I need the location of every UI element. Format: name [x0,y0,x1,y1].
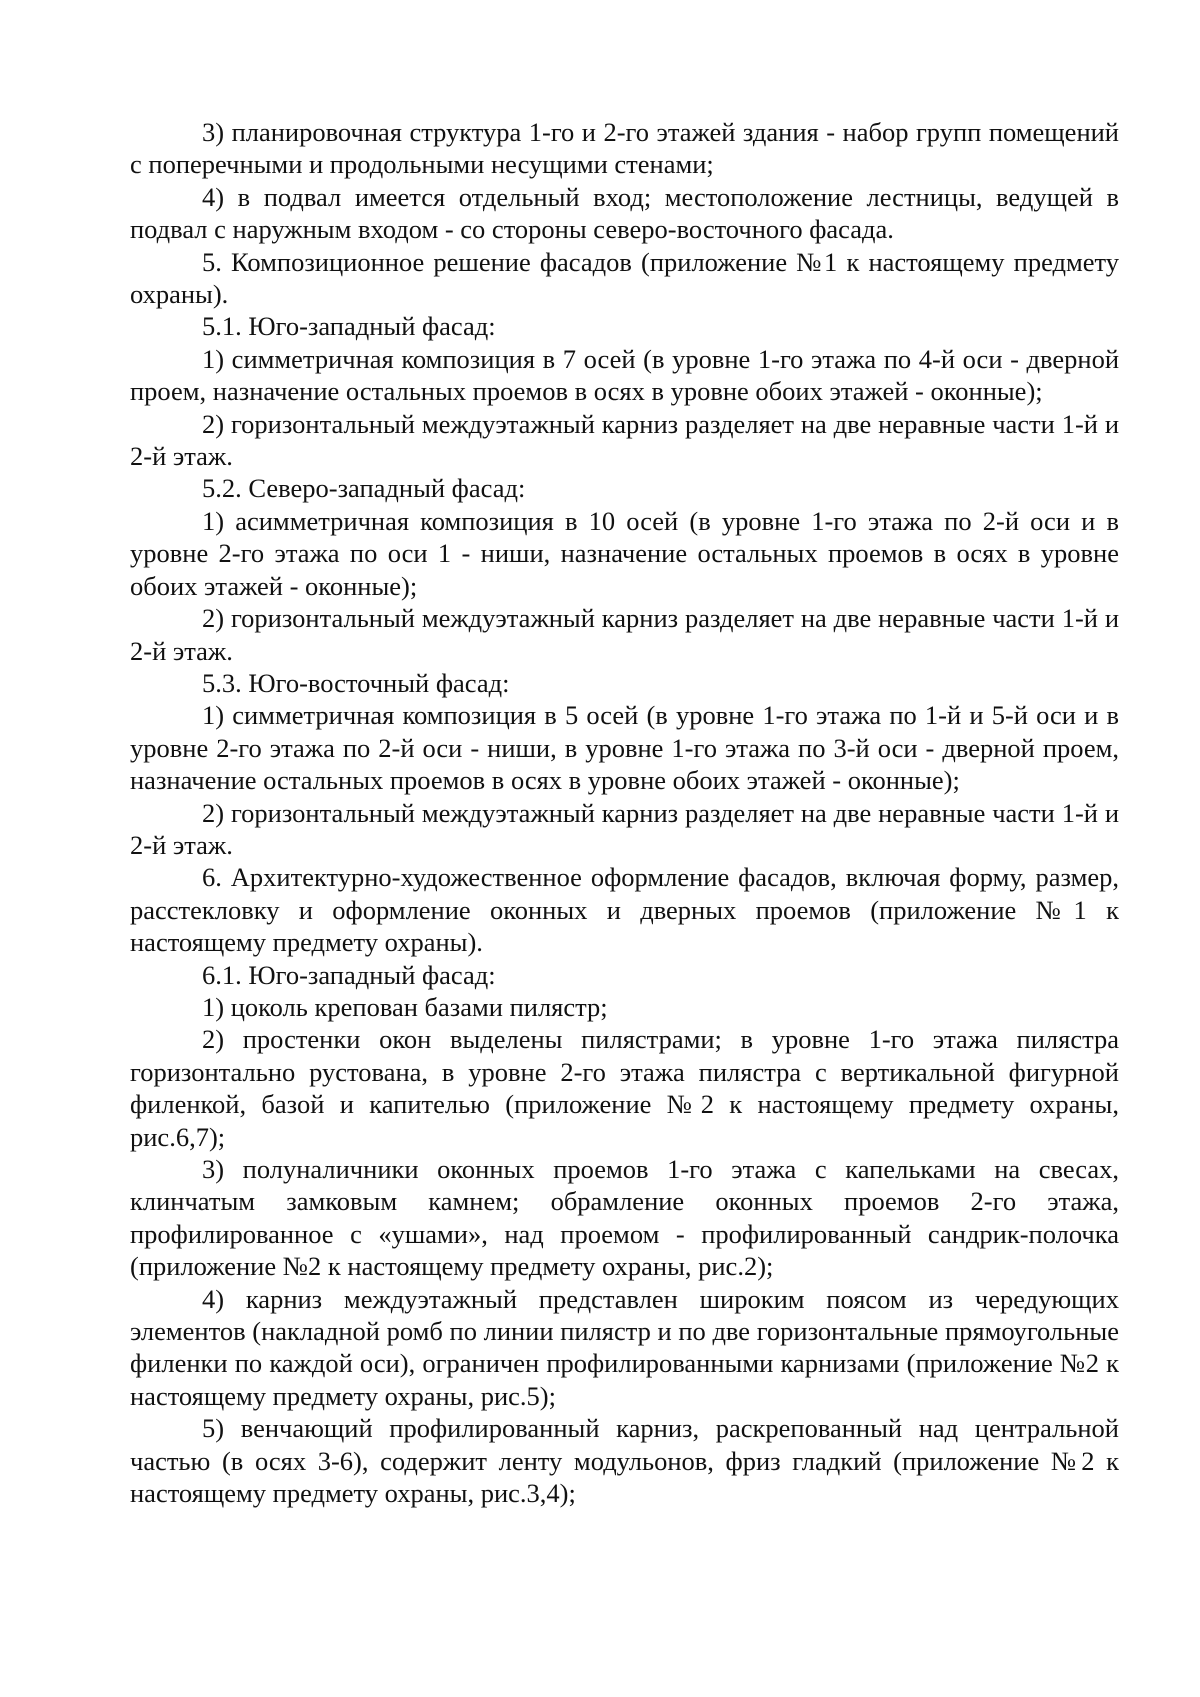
paragraph-5-3-1: 1) симметричная композиция в 5 осей (в уровне 1-го этажа по 1-й и 5-й оси и в уровне 2-го этажа по 2-й оси - ниши, в уровне 1-го этажа по 3-й оси - дверной проем, назначение остальных проемов в осях в уровне обоих этажей - оконные); [130,700,1119,796]
paragraph-6-1-1: 1) цоколь крепован базами пилястр; [202,991,608,1022]
paragraph-5-composition: 5. Композиционное решение фасадов (приложение №1 к настоящему предмету охраны). [130,246,1119,310]
paragraph-6-decoration: 6. Архитектурно-художественное оформление фасадов, включая форму, размер, расстекловку и оформление оконных и дверных проемов (приложение №1 к настоящему предмету охраны). [130,862,1119,958]
paragraph-6-1-5: 5) венчающий профилированный карниз, раскрепованный над центральной частью (в осях 3-6), содержит ленту модульонов, фриз гладкий (приложение №2 к настоящему предмету охраны, рис.3,4); [130,1413,1119,1509]
paragraph-5-1-2: 2) горизонтальный междуэтажный карниз разделяет на две неравные части 1-й и 2-й этаж. [130,408,1119,472]
paragraph-5-3-2: 2) горизонтальный междуэтажный карниз разделяет на две неравные части 1-й и 2-й этаж. [130,797,1119,860]
section-6-1-heading: 6.1. Юго-западный фасад: [202,959,496,990]
section-5-1-heading: 5.1. Юго-западный фасад: [202,311,496,342]
paragraph-6-1-2: 2) простенки окон выделены пилястрами; в уровне 1-го этажа пилястра горизонтально рустована, в уровне 2-го этажа пилястра с вертикальной фигурной филенкой, базой и капителью (приложение №2 к настоящему предмету охраны, рис.6,7); [130,1024,1119,1152]
document-page [130,116,1119,1509]
paragraph-3-layout: 3) планировочная структура 1-го и 2-го этажей здания - набор групп помещений с поперечными и продольными несущими стенами; [130,117,1119,180]
paragraph-6-1-4: 4) карниз междуэтажный представлен широким поясом из чередующих элементов (накладной ромб по линии пилястр и по две горизонтальные прямоугольные филенки по каждой оси), ограничен профилированными карнизами (приложение №2 к настоящему предмету охраны, рис.5); [130,1283,1119,1411]
section-5-2-heading: 5.2. Северо-западный фасад: [202,473,526,504]
paragraph-5-1-1: 1) симметричная композиция в 7 осей (в уровне 1-го этажа по 4-й оси - дверной проем, назначение остальных проемов в осях в уровне обоих этажей - оконные); [130,343,1119,407]
section-5-3-heading: 5.3. Юго-восточный фасад: [202,667,510,698]
paragraph-5-2-1: 1) асимметричная композиция в 10 осей (в уровне 1-го этажа по 2-й оси и в уровне 2-го этажа по оси 1 - ниши, назначение остальных проемов в осях в уровне обоих этажей - оконные); [130,505,1119,601]
paragraph-6-1-3: 3) полуналичники оконных проемов 1-го этажа с капельками на свесах, клинчатым замковым камнем; обрамление оконных проемов 2-го этажа, профилированное с «ушами», над проемом - профилированный сандрик-полочка (приложение №2 к настоящему предмету охраны, рис.2); [130,1154,1119,1282]
paragraph-4-basement: 4) в подвал имеется отдельный вход; местоположение лестницы, ведущей в подвал с наружным входом - со стороны северо-восточного фасада. [130,181,1119,245]
paragraph-5-2-2: 2) горизонтальный междуэтажный карниз разделяет на две неравные части 1-й и 2-й этаж. [130,603,1119,666]
